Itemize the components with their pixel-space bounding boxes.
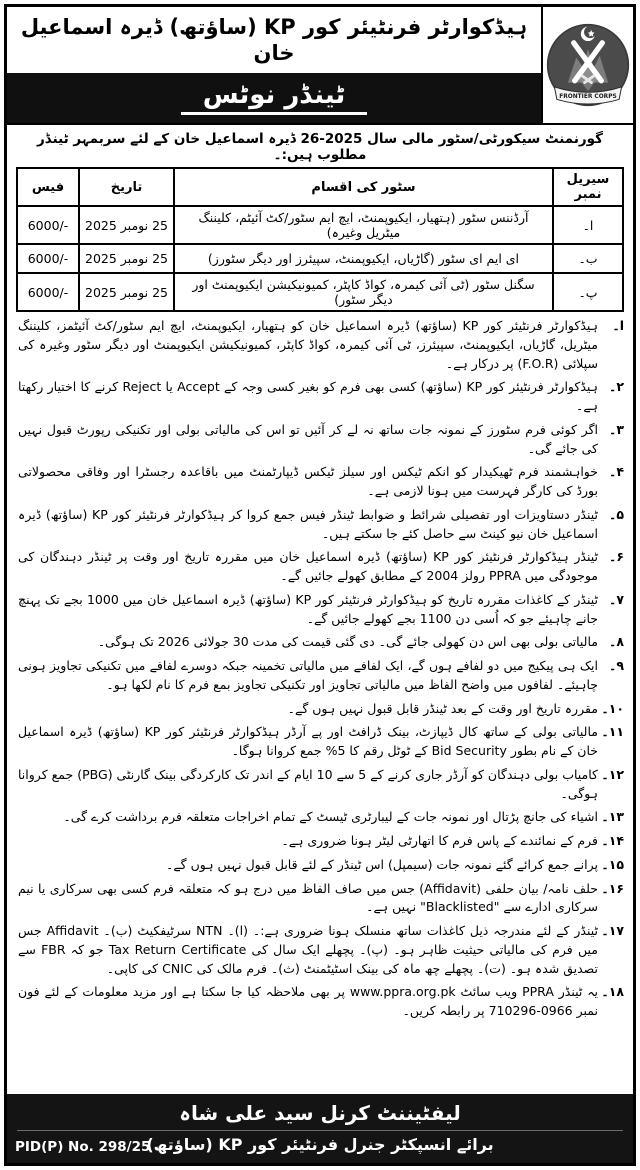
condition-item	[16, 922, 624, 978]
condition-number: ۱۲۔	[601, 766, 624, 782]
header-store-types: سٹور کی اقسام	[174, 168, 553, 206]
condition-item	[16, 832, 624, 851]
condition-item	[16, 766, 624, 804]
condition-text: مالیاتی بولی کے ساتھ کال ڈیپازٹ، بینک ڈرافٹ اور پے آرڈر ہیڈکوارٹر فرنٹیئر کور KP (ساؤتھ) ڈیرہ اسماعیل خان کے نام بطور Bid Security کے ٹوٹل رقم کا 5% جمع کروانا ہوگا۔	[18, 724, 598, 758]
condition-text: فرم کے نمائندے کے پاس فرم کا اتھارٹی لیٹر ہونا ضروری ہے۔	[281, 833, 598, 848]
condition-number: ۱۷۔	[601, 923, 624, 938]
condition-number: ۱۳۔	[601, 809, 624, 825]
tender-banner	[7, 73, 541, 123]
conditions-list	[16, 317, 624, 1021]
pid-number: PID(P) No. 298/25	[15, 1139, 151, 1155]
header-fee: فیس	[17, 168, 79, 206]
condition-number: ۱۸۔	[601, 984, 624, 1000]
condition-number: ۹۔	[609, 658, 624, 673]
condition-text: ٹینڈر کے کاغذات مقررہ تاریخ کو ہیڈکوارٹر فرنٹیئر کور KP (ساؤتھ) ڈیرہ اسماعیل خان میں 1000 بجے تک پہنچ جانے چاہیئے جو کہ اُسی دن 1100 بجے کھولے جائیں گے۔	[18, 591, 598, 626]
footer	[7, 1094, 633, 1163]
condition-item	[16, 983, 624, 1021]
intro-line: گورنمنٹ سیکورٹی/سٹور مالی سال 2025-26 ڈیرہ اسماعیل خان کے لئے سربمہر ٹینڈر مطلوب ہیں:۔	[37, 131, 603, 163]
condition-item	[16, 591, 624, 629]
condition-text: کامیاب بولی دہندگان کو آرڈر جاری کرنے کے 5 سے 10 ایام کے اندر تک کارکردگی بینک گارنٹی (PBG) جمع کروانا ہوگی۔	[18, 766, 598, 801]
footer-divider	[17, 1130, 623, 1131]
cell-types: ای ایم ای سٹور (گاڑیاں، ایکیوپمنٹ، سپیئرز اور دیگر سٹورز)	[174, 244, 553, 273]
condition-text: ٹینڈر ہیڈکوارٹر فرنٹیئر کور KP (ساؤتھ) ڈیرہ اسماعیل خان میں مقررہ تاریخ اور وقت پر ٹینڈر دہندگان کی موجودگی میں PPRA رولز 2004 کے مطابق کھولے جائیں گے۔	[18, 549, 598, 583]
condition-number: ۱۱۔	[601, 724, 624, 740]
condition-number: ۴۔	[609, 464, 624, 480]
condition-item	[16, 463, 624, 501]
condition-text: ٹینڈر دستاویزات اور تفصیلی شرائط و ضوابط ٹینڈر فیس جمع کروا کر ہیڈکوارٹر فرنٹیئر کور KP (ساؤتھ) ڈیرہ اسماعیل خان نیو کینٹ سے حاصل کئے جا سکتے ہیں۔	[18, 506, 599, 541]
cell-fee: 6000/-	[17, 273, 79, 311]
condition-number: ۱۴۔	[601, 833, 624, 848]
cell-serial: ب۔	[553, 244, 623, 273]
for-inspector-general-line: برائے انسپکٹر جنرل فرنٹیئر کور KP (ساؤتھ)	[146, 1135, 494, 1154]
condition-number: ۳۔	[609, 421, 624, 437]
condition-item	[16, 808, 624, 827]
condition-text: ہیڈکوارٹر فرنٹیئر کور KP (ساؤتھ) کسی بھی فرم کو بغیر کسی وجہ کے Accept یا Reject کرنے کا اختیار رکھتا ہے۔	[18, 379, 598, 413]
emblem-ribbon-text: FRONTIER CORPS	[559, 93, 617, 100]
condition-text: اگر کوئی فرم سٹورز کے نمونہ جات ساتھ نہ لے کر آئیں تو اس کی مالیاتی بولی اور تکنیکی رپورٹ قبول نہیں کی جائے گی۔	[18, 421, 598, 456]
condition-number: ۱۶۔	[601, 880, 624, 896]
tender-banner-label: ٹینڈر نوٹس	[181, 81, 368, 116]
condition-item	[16, 723, 624, 761]
condition-number: ا۔	[612, 318, 624, 333]
condition-text: پرانے جمع کرائے گئے نمونہ جات (سیمپل) اس ٹینڈر کے لئے قابل قبول نہیں ہوں گے۔	[166, 856, 598, 872]
table-row	[17, 244, 623, 273]
frontier-corps-emblem-icon	[546, 12, 630, 118]
condition-text: ایک ہی پیکیج میں دو لفافے ہوں گے، ایک لفافے میں مالیاتی تخمینہ جبکہ دوسرے لفافے میں تکنیکی تجاویز ہونی چاہیئے۔ لفافوں میں واضح الفاظ میں مالیاتی تجاویز اور تکنیکی تجاویز بمع فرم کا نام لکھا ہو۔	[18, 658, 598, 692]
cell-fee: 6000/-	[17, 244, 79, 273]
condition-text: اشیاء کی جانچ پڑتال اور نمونہ جات کے لیبارٹری ٹیسٹ کے تمام اخراجات متعلقہ فرم برداشت کرے گی۔	[63, 809, 598, 825]
store-table-body	[17, 206, 623, 311]
condition-number: ۱۰۔	[601, 700, 624, 716]
condition-item	[16, 421, 624, 459]
condition-text: حلف نامہ/ بیان حلفی (Affidavit) جس میں صاف الفاظ میں درج ہو کہ متعلقہ فرم کسی بھی سرکاری یا نیم سرکاری ادارے سے "Blacklisted" نہیں ہے۔	[18, 880, 598, 915]
signatory-name: لیفٹیننٹ کرنل سید علی شاہ	[179, 1101, 461, 1125]
condition-item	[16, 657, 624, 695]
condition-number: ۷۔	[609, 591, 624, 607]
table-header-row	[17, 168, 623, 206]
condition-text: مقررہ تاریخ اور وقت کے بعد ٹینڈر قابل قبول نہیں ہوں گے۔	[287, 700, 598, 716]
condition-text: مالیاتی بولی بھی اس دن کھولی جائے گی۔ دی گئی قیمت کی مدت 30 جولائی 2026 تک ہوگی۔	[97, 634, 598, 650]
notice-body	[7, 125, 633, 1094]
store-table	[16, 167, 624, 312]
condition-text: ہیڈکوارٹر فرنٹیئر کور KP (ساؤتھ) ڈیرہ اسماعیل خان کو ہتھیار، ایکیوپمنٹ، ایچ ایم سٹور/کٹ آئیٹمز، کلیننگ میٹریل، گاڑیاں، ایکیوپمنٹ، سپیئرز، ٹی آئی کیمرہ، کواڈ کاپٹر، کمیونیکیشن ایکیوپمنٹ اور دیگر سٹور وغیرہ کی سپلائی (F.O.R) پر درکار ہے۔	[18, 318, 598, 371]
page-frame	[4, 4, 636, 1166]
header-left	[7, 7, 541, 123]
condition-text: ٹینڈر کے لئے مندرجہ ذیل کاغذات ساتھ منسلک ہونا ضروری ہے:۔ (ا)۔ NTN سرٹیفکیٹ (ب)۔ Affidavit جس میں فرم کی مالیاتی حیثیت ظاہر ہو۔ (پ)۔ پچھلے ایک سال کی Tax Return Certificate جو کہ FBR سے تصدیق شدہ ہو۔ (ت)۔ پچھلے چھ ماہ کی بینک اسٹیٹمنٹ (ث)۔ فرم مالک کی CNIC کی کاپی۔	[18, 923, 599, 976]
cell-date: 25 نومبر 2025	[79, 244, 174, 273]
condition-item	[16, 700, 624, 719]
condition-item	[16, 506, 624, 544]
cell-date: 25 نومبر 2025	[79, 206, 174, 244]
condition-item	[16, 317, 624, 373]
header	[7, 7, 633, 125]
cell-serial: پ۔	[553, 273, 623, 311]
logo-box	[541, 7, 633, 123]
condition-item	[16, 856, 624, 875]
condition-number: ۲۔	[609, 379, 624, 395]
cell-date: 25 نومبر 2025	[79, 273, 174, 311]
condition-item	[16, 633, 624, 652]
condition-number: ۶۔	[609, 549, 624, 565]
condition-item	[16, 548, 624, 586]
condition-item	[16, 378, 624, 416]
condition-number: ۵۔	[609, 506, 624, 522]
cell-serial: ا۔	[553, 206, 623, 244]
cell-types: سگنل سٹور (ٹی آئی کیمرہ، کواڈ کاپٹر، کمیونیکیشن ایکیوپمنٹ اور دیگر سٹور)	[174, 273, 553, 311]
header-serial: سیریل نمبر	[553, 168, 623, 206]
header-date: تاریخ	[79, 168, 174, 206]
condition-number: ۸۔	[609, 634, 624, 650]
condition-text: یہ ٹینڈر PPRA ویب سائٹ www.ppra.org.pk پر بھی ملاحظہ کیا جا سکتا ہے اور مزید معلومات کے لئے فون نمبر 0966-710296 پر رابطہ کریں۔	[18, 984, 599, 1018]
cell-types: آرڈننس سٹور (ہتھیار، ایکیوپمنٹ، ایچ ایم سٹور/کٹ آئیٹم، کلیننگ میٹریل وغیرہ)	[174, 206, 553, 244]
condition-item	[16, 880, 624, 918]
table-row	[17, 273, 623, 311]
page-title: ہیڈکوارٹر فرنٹیئر کور KP (ساؤتھ) ڈیرہ اسماعیل خان	[20, 14, 528, 65]
condition-text: خواہشمند فرم ٹھیکیدار کو انکم ٹیکس اور سیلز ٹیکس ڈیپارٹمنٹ میں باقاعدہ رجسٹرا اور وفاقی محصولاتی بورڈ کی کارگر فہرست میں ہونا لازمی ہے۔	[18, 464, 598, 498]
table-row	[17, 206, 623, 244]
title-row	[7, 7, 541, 73]
cell-fee: 6000/-	[17, 206, 79, 244]
condition-number: ۱۵۔	[601, 856, 624, 872]
